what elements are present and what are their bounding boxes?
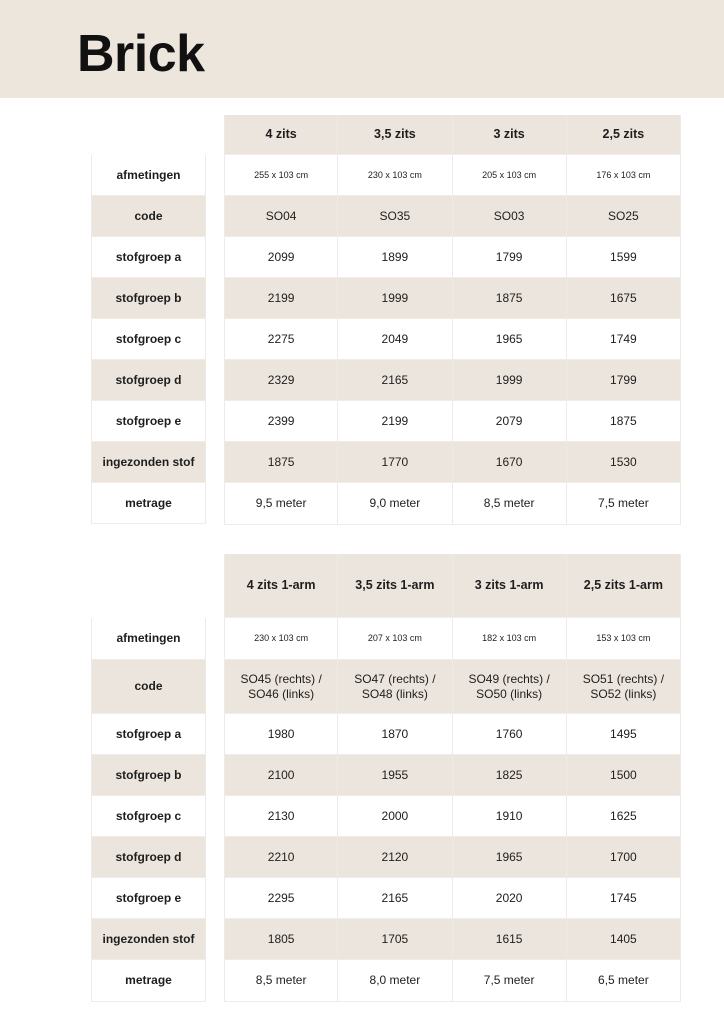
table-cell: SO47 (rechts) / SO48 (links) <box>338 660 452 714</box>
table-cell: 2295 <box>224 878 338 919</box>
table-cell: 1799 <box>453 237 567 278</box>
table-row <box>224 237 681 278</box>
table-row <box>224 319 681 360</box>
table-cell: 1745 <box>567 878 681 919</box>
table-cell: 1625 <box>567 796 681 837</box>
row-label-stofgroep-e: stofgroep e <box>91 878 206 919</box>
table-cell: 2049 <box>338 319 452 360</box>
column-header: 3,5 zits 1-arm <box>338 554 452 618</box>
column-header: 2,5 zits 1-arm <box>567 554 681 618</box>
row-label-metrage: metrage <box>91 960 206 1002</box>
table-row <box>224 660 681 714</box>
table-cell: 2130 <box>224 796 338 837</box>
table-cell: 1965 <box>453 319 567 360</box>
row-label-stofgroep-b: stofgroep b <box>91 755 206 796</box>
table-row <box>224 278 681 319</box>
table-cell: 1675 <box>567 278 681 319</box>
table-cell: 1875 <box>453 278 567 319</box>
table-row <box>224 960 681 1002</box>
row-label-stofgroep-a: stofgroep a <box>91 237 206 278</box>
table-cell: 1980 <box>224 714 338 755</box>
table-body <box>224 618 681 1002</box>
table-cell: SO45 (rechts) / SO46 (links) <box>224 660 338 714</box>
row-label-stofgroep-c: stofgroep c <box>91 796 206 837</box>
table-cell: 9,5 meter <box>224 483 338 525</box>
row-label-stofgroep-a: stofgroep a <box>91 714 206 755</box>
column-header: 3 zits 1-arm <box>453 554 567 618</box>
table-cell: 8,5 meter <box>224 960 338 1002</box>
table-cell: 9,0 meter <box>338 483 452 525</box>
table-row <box>224 714 681 755</box>
table-cell: 1770 <box>338 442 452 483</box>
table-cell: 7,5 meter <box>567 483 681 525</box>
table-cell: SO49 (rechts) / SO50 (links) <box>453 660 567 714</box>
table-cell: 230 x 103 cm <box>224 618 338 660</box>
table-row <box>224 401 681 442</box>
table-cell: 1670 <box>453 442 567 483</box>
table-cell: SO35 <box>338 196 452 237</box>
row-labels <box>91 155 206 524</box>
table-cell: 1599 <box>567 237 681 278</box>
table-cell: 1955 <box>338 755 452 796</box>
table-cell: 2275 <box>224 319 338 360</box>
table-cell: 1999 <box>453 360 567 401</box>
column-header: 3,5 zits <box>338 115 452 155</box>
table-cell: 1405 <box>567 919 681 960</box>
row-label-metrage: metrage <box>91 483 206 524</box>
row-label-code: code <box>91 660 206 714</box>
table-row <box>224 837 681 878</box>
table-cell: 255 x 103 cm <box>224 155 338 196</box>
table-cell: SO25 <box>567 196 681 237</box>
table-cell: 207 x 103 cm <box>338 618 452 660</box>
table-cell: 2079 <box>453 401 567 442</box>
table-row <box>224 755 681 796</box>
table-cell: 2199 <box>338 401 452 442</box>
table-cell: 2100 <box>224 755 338 796</box>
table-cell: 1500 <box>567 755 681 796</box>
table-body <box>224 155 681 525</box>
table-row <box>224 483 681 525</box>
table-row <box>224 618 681 660</box>
table-cell: 8,5 meter <box>453 483 567 525</box>
column-header: 2,5 zits <box>567 115 681 155</box>
table-cell: 2399 <box>224 401 338 442</box>
table-cell: 2000 <box>338 796 452 837</box>
row-label-afmetingen: afmetingen <box>91 155 206 196</box>
table-row <box>224 155 681 196</box>
table-cell: 176 x 103 cm <box>567 155 681 196</box>
table-cell: 2165 <box>338 360 452 401</box>
table-header <box>224 554 681 618</box>
row-label-ingezonden-stof: ingezonden stof <box>91 919 206 960</box>
table-cell: 182 x 103 cm <box>453 618 567 660</box>
row-label-stofgroep-b: stofgroep b <box>91 278 206 319</box>
table-cell: SO04 <box>224 196 338 237</box>
table-cell: 1999 <box>338 278 452 319</box>
table-cell: 205 x 103 cm <box>453 155 567 196</box>
table-cell: 1870 <box>338 714 452 755</box>
table-cell: 1825 <box>453 755 567 796</box>
table-cell: 1700 <box>567 837 681 878</box>
table-row <box>224 796 681 837</box>
table-cell: 1875 <box>224 442 338 483</box>
table-cell: 2329 <box>224 360 338 401</box>
table-row <box>224 878 681 919</box>
row-label-ingezonden-stof: ingezonden stof <box>91 442 206 483</box>
table-cell: 1530 <box>567 442 681 483</box>
table-cell: 1899 <box>338 237 452 278</box>
table-cell: 8,0 meter <box>338 960 452 1002</box>
table-cell: 2020 <box>453 878 567 919</box>
table-header <box>224 115 681 155</box>
table-cell: 2165 <box>338 878 452 919</box>
column-header: 4 zits 1-arm <box>224 554 338 618</box>
table-cell: 1875 <box>567 401 681 442</box>
table-cell: 1760 <box>453 714 567 755</box>
page-title: Brick <box>77 25 205 83</box>
row-label-stofgroep-e: stofgroep e <box>91 401 206 442</box>
row-labels <box>91 618 206 1002</box>
table-row <box>224 196 681 237</box>
table-cell: 1615 <box>453 919 567 960</box>
table-cell: 2199 <box>224 278 338 319</box>
table-row <box>224 360 681 401</box>
table-cell: 7,5 meter <box>453 960 567 1002</box>
row-label-stofgroep-c: stofgroep c <box>91 319 206 360</box>
table-cell: 1799 <box>567 360 681 401</box>
column-header: 4 zits <box>224 115 338 155</box>
table-cell: 6,5 meter <box>567 960 681 1002</box>
table-row <box>224 919 681 960</box>
column-header: 3 zits <box>453 115 567 155</box>
table-cell: 2210 <box>224 837 338 878</box>
table-cell: 230 x 103 cm <box>338 155 452 196</box>
table-cell: 1805 <box>224 919 338 960</box>
table-row <box>224 442 681 483</box>
table-cell: 153 x 103 cm <box>567 618 681 660</box>
table-cell: 1495 <box>567 714 681 755</box>
table-cell: 1965 <box>453 837 567 878</box>
row-label-stofgroep-d: stofgroep d <box>91 837 206 878</box>
table-cell: SO51 (rechts) / SO52 (links) <box>567 660 681 714</box>
row-label-code: code <box>91 196 206 237</box>
table-cell: 2099 <box>224 237 338 278</box>
table-cell: 1910 <box>453 796 567 837</box>
table-cell: SO03 <box>453 196 567 237</box>
table-cell: 2120 <box>338 837 452 878</box>
row-label-stofgroep-d: stofgroep d <box>91 360 206 401</box>
table-cell: 1705 <box>338 919 452 960</box>
table-cell: 1749 <box>567 319 681 360</box>
row-label-afmetingen: afmetingen <box>91 618 206 660</box>
